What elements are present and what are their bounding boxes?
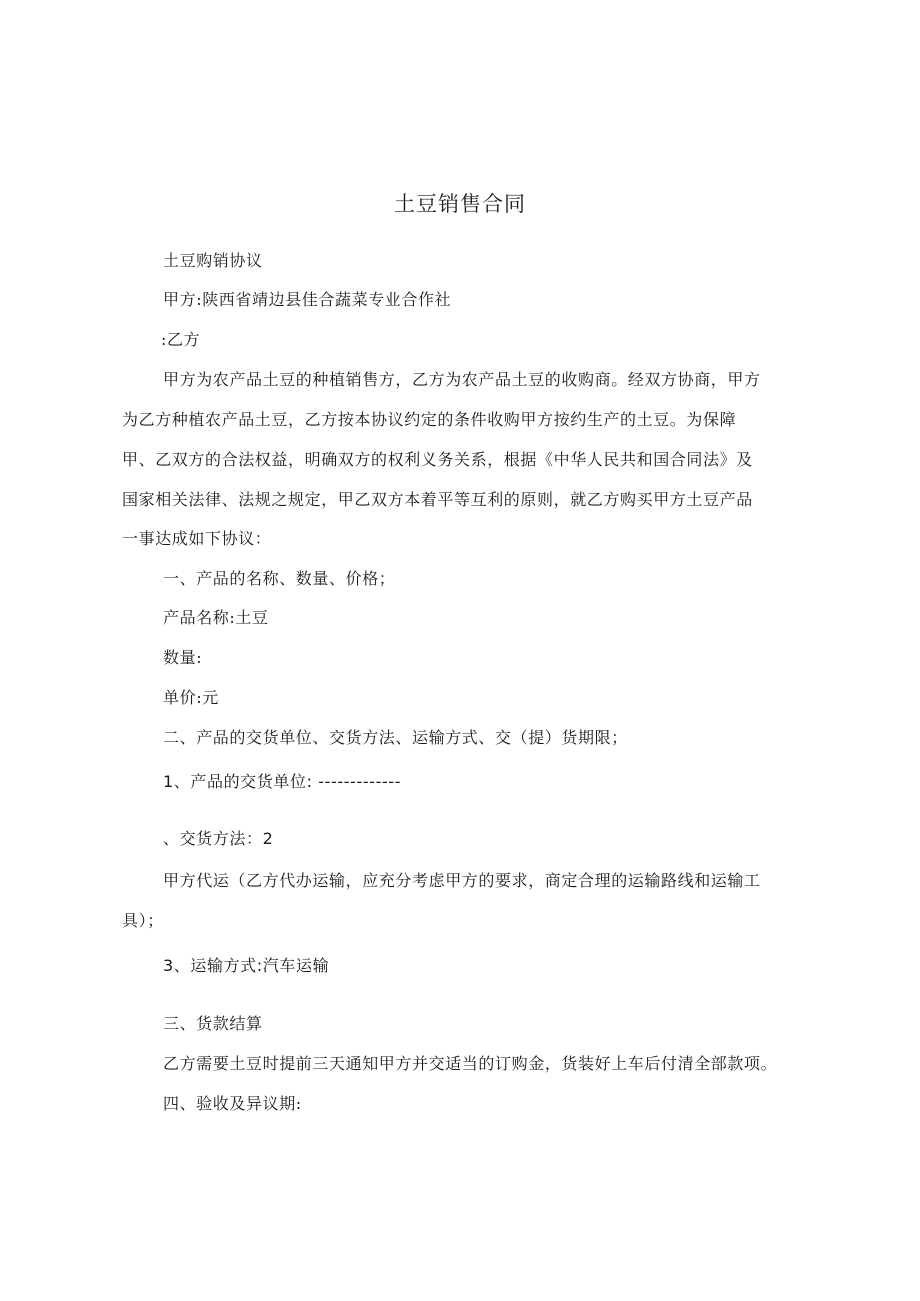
- delivery-method: 、交货方法：2: [163, 829, 274, 848]
- settlement-text: 乙方需要土豆时提前三天通知甲方并交适当的订购金，货装好上车后付清全部款项。: [163, 1054, 778, 1073]
- section-4-heading: 四、验收及异议期:: [163, 1094, 302, 1113]
- document-title: 土豆销售合同: [394, 192, 526, 216]
- section-3-heading: 三、货款结算: [163, 1014, 263, 1033]
- intro-line: 一事达成如下协议：: [122, 529, 272, 548]
- product-name: 产品名称:土豆: [163, 608, 269, 627]
- intro-line: 甲、乙双方的合法权益，明确双方的权利义务关系，根据《中华人民共和国合同法》及: [122, 450, 753, 469]
- section-2-heading: 二、产品的交货单位、交货方法、运输方式、交（提）货期限；: [163, 728, 628, 747]
- quantity: 数量:: [163, 648, 203, 667]
- transport-mode: 3、运输方式:汽车运输: [163, 956, 330, 975]
- delivery-method-detail: 甲方代运（乙方代办运输，应充分考虑甲方的要求，商定合理的运输路线和运输工: [163, 871, 761, 890]
- delivery-method-detail: 具）；: [122, 911, 164, 930]
- intro-line: 甲方为农产品土豆的种植销售方，乙方为农产品土豆的收购商。经双方协商，甲方: [163, 370, 761, 389]
- party-b: :乙方: [161, 330, 201, 349]
- intro-line: 国家相关法律、法规之规定，甲乙双方本着平等互利的原则，就乙方购买甲方土豆产品: [122, 490, 753, 509]
- unit-price: 单价:元: [163, 688, 219, 707]
- delivery-unit: 1、产品的交货单位: -------------: [163, 772, 402, 791]
- intro-line: 为乙方种植农产品土豆，乙方按本协议约定的条件收购甲方按约生产的土豆。为保障: [122, 410, 737, 429]
- section-1-heading: 一、产品的名称、数量、价格；: [163, 569, 396, 588]
- party-a: 甲方:陕西省靖边县佳合蔬菜专业合作社: [163, 290, 452, 309]
- subtitle: 土豆购销协议: [163, 251, 263, 270]
